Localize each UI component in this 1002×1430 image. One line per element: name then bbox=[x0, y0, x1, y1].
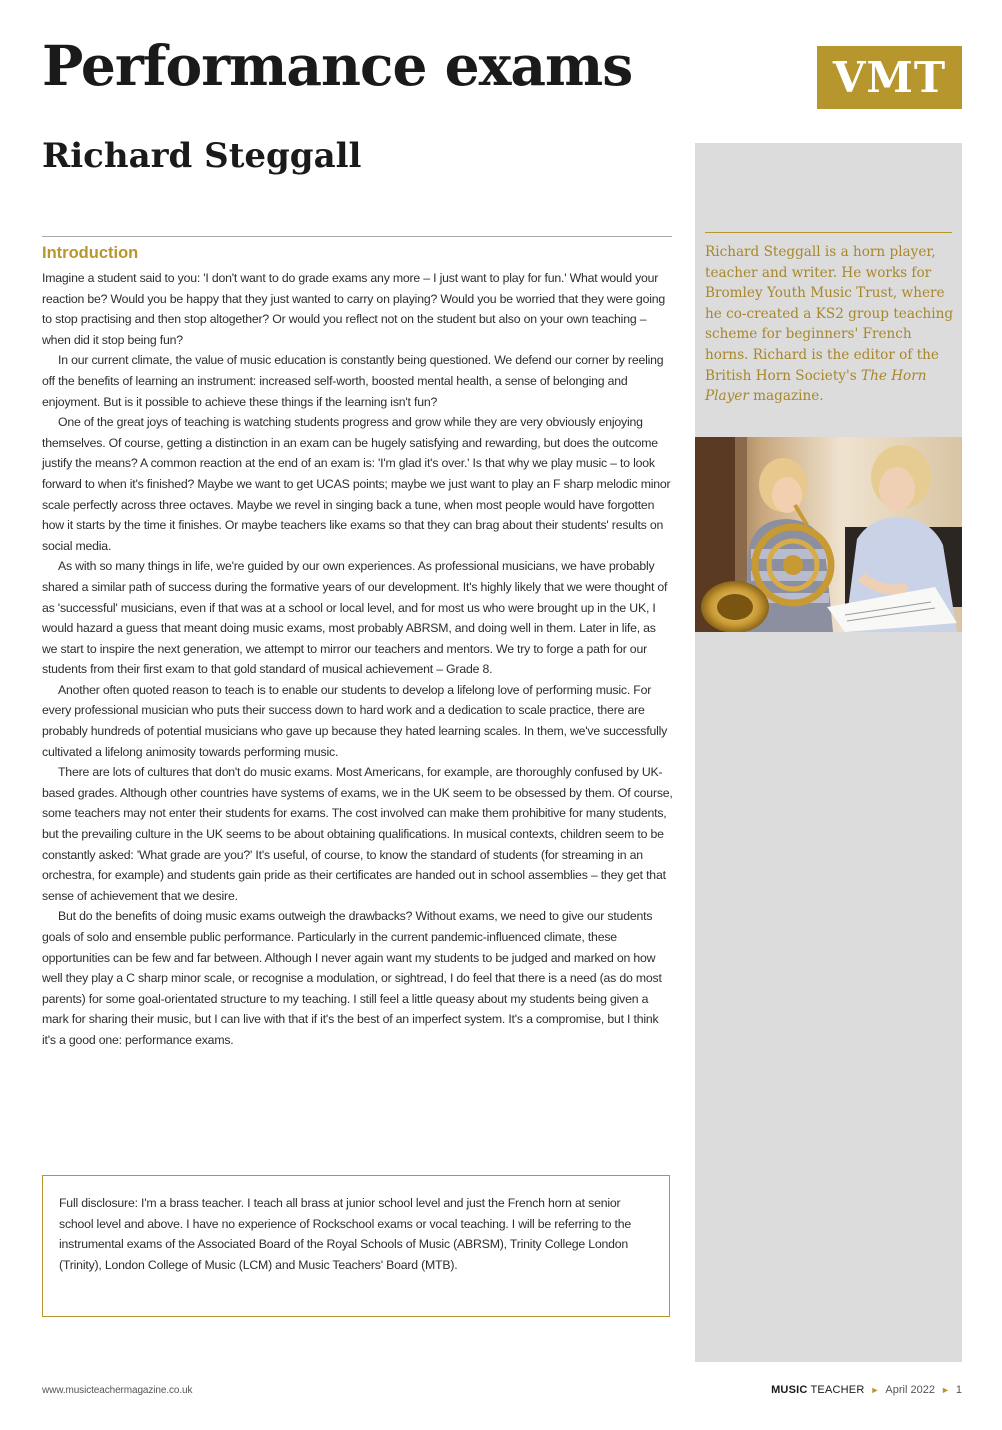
paragraph: There are lots of cultures that don't do music exams. Most Americans, for example, are thoroughly confused by UK-based grades. Although other countries have systems of exams, we in the UK seem to be obsessed by them. Of course, some teachers may not enter their students for exams. The cost involved can make them prohibitive for many students, but the prevailing culture in the UK seems to be about obtaining qualifications. In musical contexts, children seem to be constantly asked: 'What grade are you?' It's useful, of course, to know the standard of students (for streaming in an orchestra, for example) and students gain pride as their certificates are handed out in school assemblies – they get that sense of achievement that we desire. bbox=[42, 765, 673, 903]
triangle-right-icon: ► bbox=[870, 1385, 880, 1395]
paragraph: Imagine a student said to you: 'I don't want to do grade exams any more – I just want to play for fun.' What would your reaction be? Would you be happy that they just wanted to carry on playing? Would you be worried that they were going to stop practising and then stop altogether? Or would you reflect not on the student but also on your own teaching – when did it stop being fun? bbox=[42, 271, 666, 347]
vmt-logo bbox=[817, 46, 962, 109]
photo-illustration-icon bbox=[695, 437, 962, 632]
footer-website-link[interactable]: www.musicteachermagazine.co.uk bbox=[42, 1385, 193, 1396]
paragraph: One of the great joys of teaching is watching students progress and grow while they are very obviously enjoying themselves. Of course, getting a distinction in an exam can be hugely satisfying and rewarding, but does the outcome justify the means? A common reaction at the end of an exam is: 'I'm glad it's over.' Is that why we play music – to look forward to when it's finished? Maybe we want to get UCAS points; maybe we just want to play an F sharp melodic minor scale perfectly across three octaves. Maybe we revel in singing back a tune, when most people would have forgotten how it starts by the time it finishes. Or maybe teachers like exams so that they can brag about their students' results on social media. bbox=[42, 415, 671, 553]
magazine-name-regular: TEACHER bbox=[810, 1384, 865, 1396]
sidebar-divider bbox=[705, 232, 952, 233]
article-body bbox=[42, 268, 674, 1051]
issue-date: April 2022 bbox=[885, 1384, 935, 1396]
author-bio bbox=[705, 242, 955, 407]
paragraph: As with so many things in life, we're guided by our own experiences. As professional musicians, we have probably shared a similar path of success during the formative years of our development. It's highly likely that we were thought of as 'successful' musicians, even if that was at a school or local level, and for most us who were brought up in the UK, I would hazard a guess that meant doing music exams, most probably ABRSM, and doing well in them. Later in life, as we start to inspire the next generation, we attempt to mirror our teachers and mentors. We try to forge a path for our students from their first exam to that gold standard of musical achievement – Grade 8. bbox=[42, 559, 668, 677]
page-number: 1 bbox=[955, 1384, 962, 1396]
bio-text: Richard Steggall is a horn player, teacher and writer. He works for Bromley Youth Music Trust, where he co-created a KS2 group teaching scheme for beginners' French horns. Richard is the editor of the British Horn Society's bbox=[705, 244, 954, 384]
paragraph: In our current climate, the value of music education is constantly being questioned. We defend our corner by reeling off the benefits of learning an instrument: increased self-worth, boosted mental health, a sense of belonging and enjoyment. But is it possible to achieve these things if the learning isn't fun? bbox=[42, 353, 664, 409]
footer-issue-info bbox=[771, 1384, 962, 1396]
article-title: Performance exams bbox=[42, 33, 633, 98]
magazine-name-bold: MUSIC bbox=[771, 1384, 808, 1396]
disclosure-text: Full disclosure: I'm a brass teacher. I teach all brass at junior school level and just the French horn at senior school level and above. I have no experience of Rockschool exams or vocal teaching. I will be referring to the instrumental exams of the Associated Board of the Royal Schools of Music (ABRSM), Trinity College London (Trinity), London College of Music (LCM) and Music Teachers' Board (MTB). bbox=[59, 1196, 631, 1272]
author-name: Richard Steggall bbox=[42, 136, 362, 176]
paragraph: But do the benefits of doing music exams outweigh the drawbacks? Without exams, we need to give our students goals of solo and ensemble public performance. Particularly in the current pandemic-influenced climate, these opportunities can be few and far between. Although I never again want my students to be judged and marked on how well they play a C sharp minor scale, or recognise a modulation, or sightread, I do feel that there is a need (as do most parents) for some goal-orientated structure to my teaching. I still feel a little queasy about my students being given a mark for sharing their music, but I can live with that if it's the best of an imperfect system. It's a compromise, but I think it's a good one: performance exams. bbox=[42, 909, 662, 1047]
logo-text: VMT bbox=[832, 53, 947, 102]
bio-magazine-title: The Horn Player bbox=[705, 367, 927, 405]
paragraph: Another often quoted reason to teach is to enable our students to develop a lifelong love of performing music. For every professional musician who puts their success down to hard work and a dedication to scale practice, there are probably hundreds of potential musicians who gave up because they hated learning scales. In them, we've successfully cultivated a lifelong animosity towards performing music. bbox=[42, 682, 668, 759]
bio-text-end: magazine. bbox=[748, 388, 824, 405]
section-heading-introduction: Introduction bbox=[42, 244, 139, 262]
author-photo bbox=[695, 437, 962, 632]
disclosure-box bbox=[42, 1175, 670, 1317]
triangle-right-icon: ► bbox=[940, 1385, 950, 1395]
content-divider bbox=[42, 236, 672, 237]
